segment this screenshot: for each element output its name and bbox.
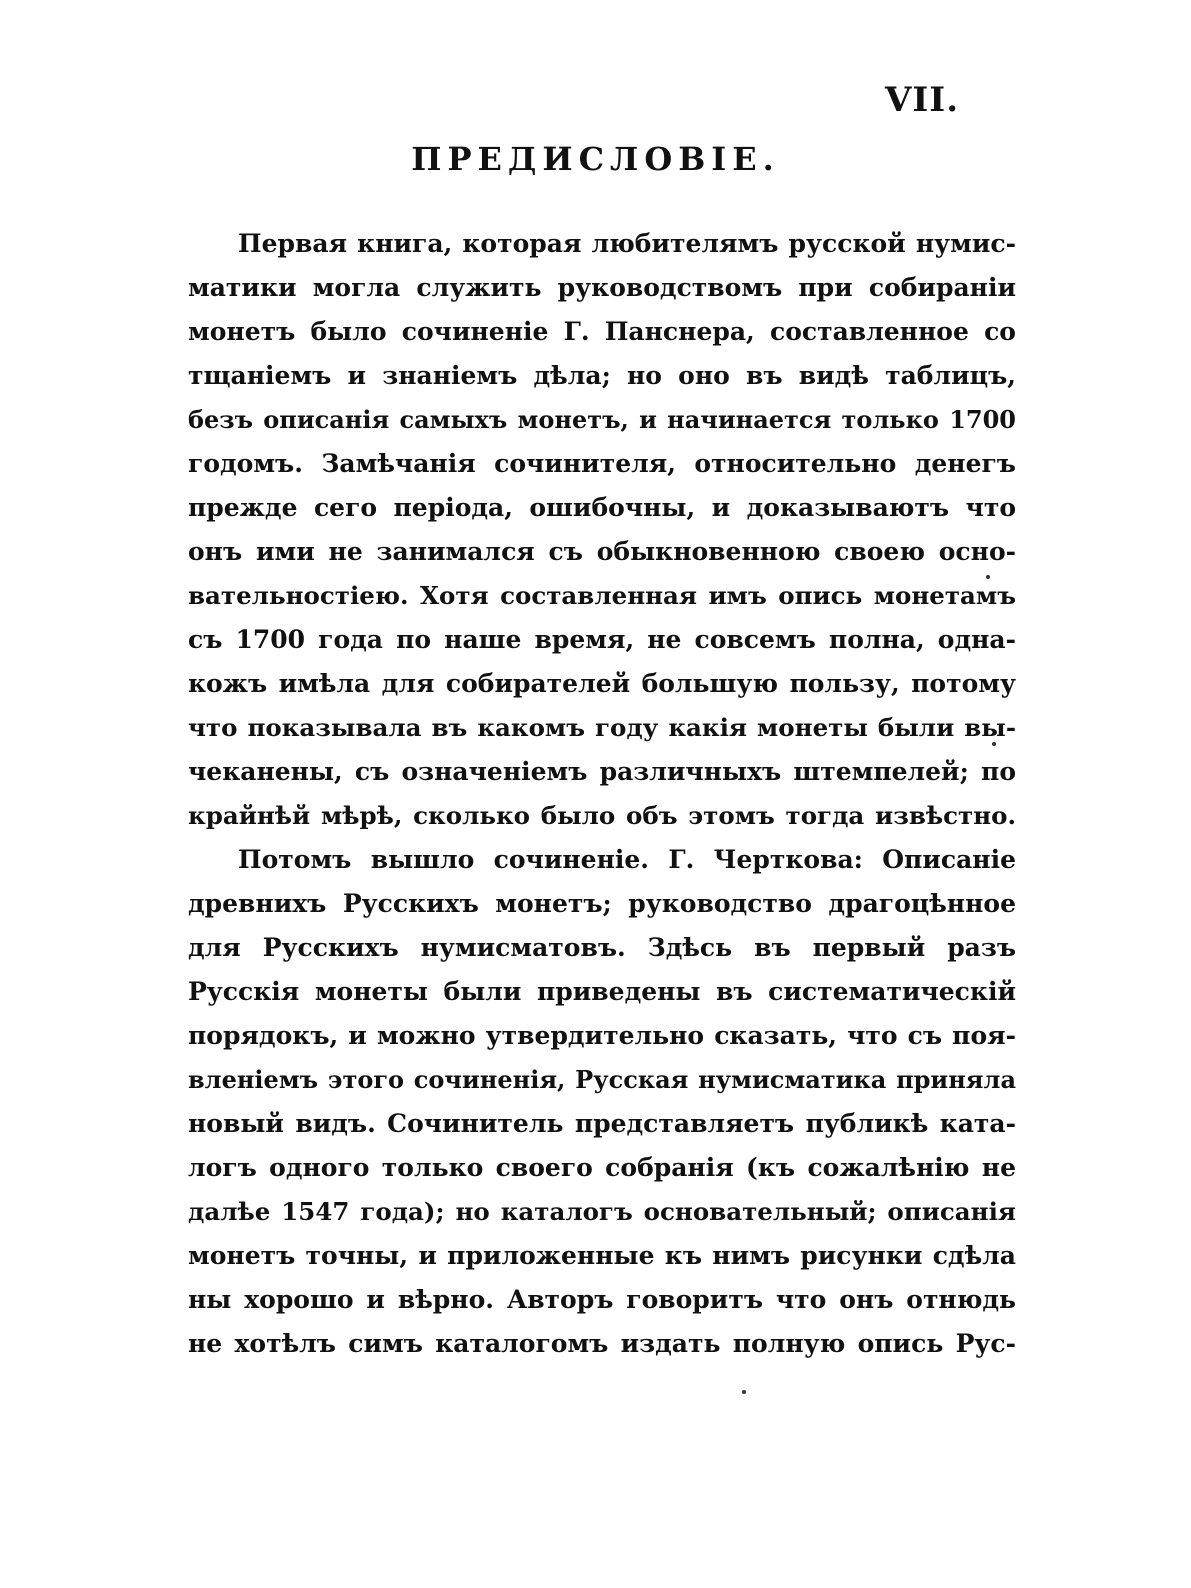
page-heading: ПРЕДИСЛОВІЕ. bbox=[411, 140, 780, 178]
ink-speck bbox=[986, 575, 990, 579]
text-line: крайнѣй мѣрѣ, сколько было объ этомъ тогда извѣстно. bbox=[188, 801, 1016, 830]
text-line: Первая книга, которая любителямъ русской нумис- bbox=[238, 229, 1016, 258]
text-line: безъ описанія самыхъ монетъ, и начинается только 1700 bbox=[188, 405, 1016, 434]
text-line: онъ ими не занимался съ обыкновенною своею осно- bbox=[188, 537, 1016, 566]
text-line: Русскія монеты были приведены въ систематическій bbox=[188, 977, 1016, 1006]
text-line: съ 1700 года по наше время, не совсемъ полна, одна- bbox=[188, 625, 1016, 654]
text-line: не хотѣлъ симъ каталогомъ издать полную опись Рус- bbox=[188, 1329, 1016, 1358]
text-line: древнихъ Русскихъ монетъ; руководство драгоцѣнное bbox=[188, 889, 1016, 918]
text-line: для Русскихъ нумисматовъ. Здѣсь въ первый разъ bbox=[188, 933, 1016, 962]
text-line: новый видъ. Сочинитель представляетъ публикѣ ката- bbox=[188, 1109, 1016, 1138]
text-line: тщаніемъ и знаніемъ дѣла; но оно въ видѣ таблицъ, bbox=[188, 361, 1016, 390]
page-number: VII. bbox=[885, 80, 960, 120]
text-line: логъ одного только своего собранія (къ сожалѣнію не bbox=[188, 1153, 1016, 1182]
text-line: чеканены, съ означеніемъ различныхъ штемпелей; по bbox=[188, 757, 1016, 786]
text-line: монетъ точны, и приложенные къ нимъ рисунки сдѣла bbox=[188, 1241, 1016, 1270]
text-line: монетъ было сочиненіе Г. Панснера, составленное со bbox=[188, 317, 1016, 346]
text-line: прежде сего періода, ошибочны, и доказываютъ что bbox=[188, 493, 1016, 522]
ink-speck bbox=[992, 742, 996, 746]
text-line: ны хорошо и вѣрно. Авторъ говоритъ что онъ отнюдь bbox=[188, 1285, 1016, 1314]
text-line: порядокъ, и можно утвердительно сказать, что съ поя- bbox=[188, 1021, 1016, 1050]
text-line: что показывала въ какомъ году какія монеты были вы- bbox=[188, 713, 1016, 742]
text-line: вательностіею. Хотя составленная имъ опись монетамъ bbox=[188, 581, 1016, 610]
text-line: кожъ имѣла для собирателей большую пользу, потому bbox=[188, 669, 1016, 698]
text-line: годомъ. Замѣчанія сочинителя, относительно денегъ bbox=[188, 449, 1016, 478]
text-line: матики могла служить руководствомъ при собираніи bbox=[188, 273, 1016, 302]
text-line: вленіемъ этого сочиненія, Русская нумисматика приняла bbox=[188, 1065, 1016, 1094]
text-line: Потомъ вышло сочиненіе. Г. Черткова: Описаніе bbox=[238, 845, 1016, 874]
ink-speck bbox=[742, 1390, 746, 1394]
body-text bbox=[188, 222, 1016, 1366]
text-line: далѣе 1547 года); но каталогъ основательный; описанія bbox=[188, 1197, 1016, 1226]
